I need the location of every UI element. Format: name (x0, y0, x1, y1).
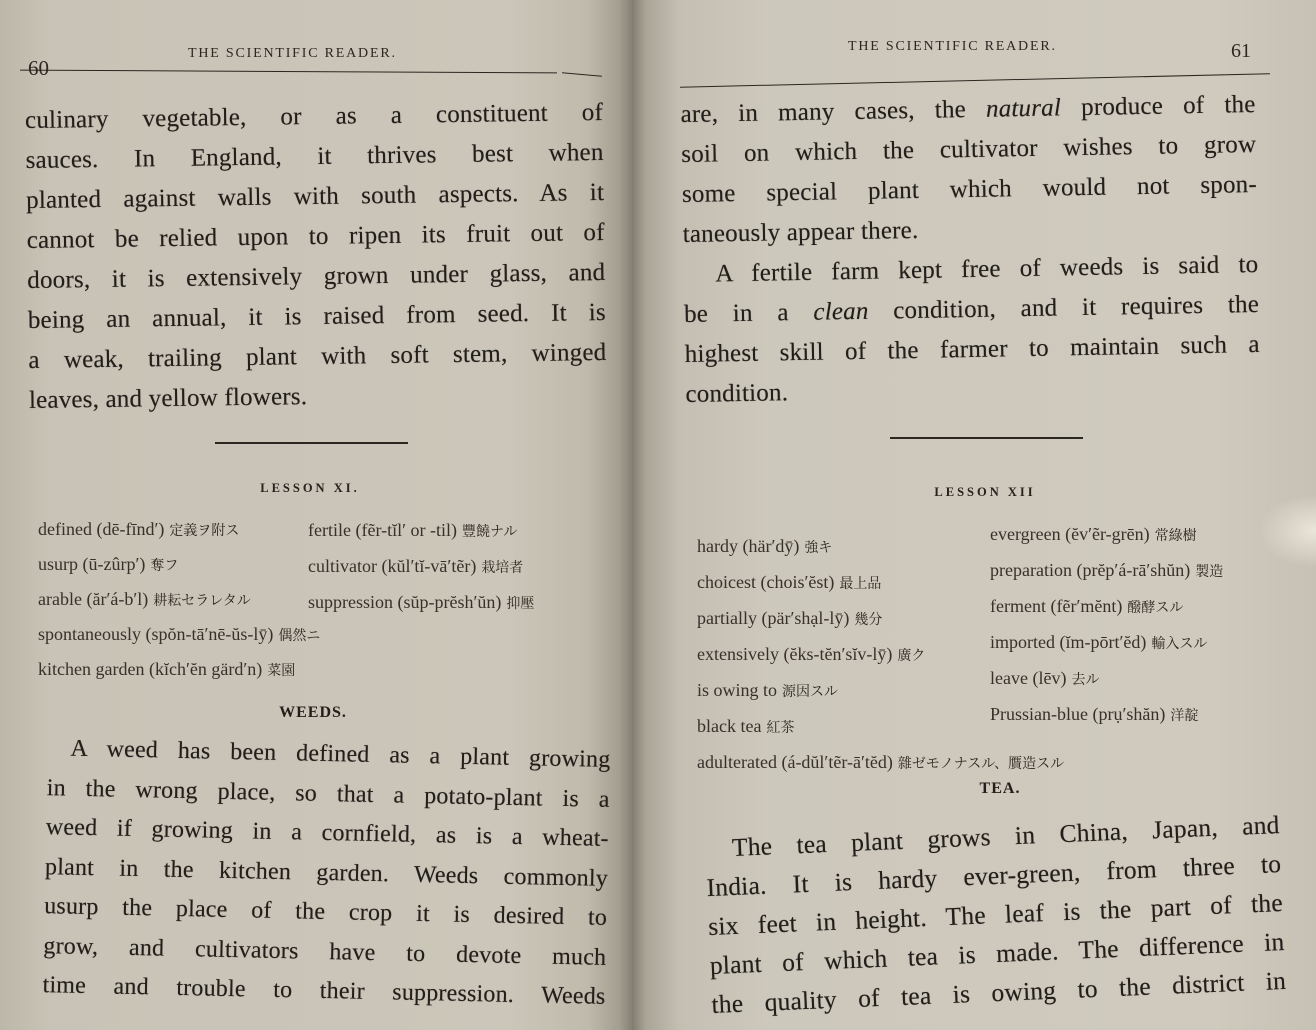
vocabulary-word: fertile (fẽr-tĭl′ or -til) (308, 520, 458, 540)
vocabulary-word: hardy (här′dȳ) (697, 536, 800, 556)
vocabulary-word: kitchen garden (kĭch′ĕn gärd′n) (38, 659, 263, 679)
vocabulary-word: is owing to (697, 680, 778, 700)
vocabulary-item (38, 653, 320, 688)
italic-word: natural (985, 94, 1062, 123)
text-line: leaves, and yellow flowers. (28, 383, 308, 415)
vocabulary-gloss: 抑壓 (506, 596, 535, 612)
vocabulary-column (308, 513, 534, 621)
vocabulary-gloss: 廣ク (897, 648, 926, 664)
vocabulary-item (990, 553, 1223, 589)
text-line: grow, and cultivators have to devote much (43, 932, 607, 971)
vocabulary-word: evergreen (ĕv′ẽr-grēn) (990, 524, 1150, 544)
vocabulary-item (990, 625, 1223, 661)
vocabulary-word: extensively (ĕks-tĕn′sĭv-lȳ) (697, 644, 893, 664)
vocabulary-gloss: 菜園 (267, 663, 296, 679)
vocabulary-gloss: 去ル (1071, 672, 1100, 688)
vocabulary-word: choicest (chois′ĕst) (697, 572, 835, 592)
text-line: cannot be relied upon to ripen its fruit out of (26, 218, 605, 255)
text-line: being an annual, it is raised from seed. It is (27, 298, 606, 335)
section-paragraph (704, 805, 1287, 1024)
text-line: taneously appear there. (682, 216, 919, 249)
section-heading: WEEDS. (279, 704, 347, 721)
text-line: a weak, trailing plant with soft stem, winged (28, 338, 607, 375)
vocabulary-gloss: 雜ゼモノナスル、贋造スル (897, 756, 1065, 772)
text-line: usurp the place of the crop it is desired to (43, 893, 608, 931)
text-line: condition. (685, 379, 789, 408)
text-line: doors, it is extensively grown under glass, and (27, 258, 606, 295)
vocabulary-gloss: 定義ヲ附ス (169, 523, 240, 539)
vocabulary-gloss: 紅茶 (766, 720, 795, 736)
vocabulary-word: spontaneously (spŏn-tā′nē-ŭs-lȳ) (38, 624, 274, 644)
vocabulary-item (990, 517, 1223, 553)
vocabulary-item (38, 548, 320, 583)
vocabulary-word: imported (ĭm-pōrt′ĕd) (990, 632, 1147, 652)
vocabulary-word: arable (ăr′á-b′l) (38, 589, 149, 609)
vocabulary-item (308, 549, 534, 585)
vocabulary-word: black tea (697, 716, 762, 736)
vocabulary-gloss: 洋靛 (1170, 708, 1199, 724)
vocabulary-item (990, 589, 1223, 625)
text-run: produce of the (1080, 91, 1256, 122)
vocabulary-item (38, 618, 320, 653)
vocabulary-word: leave (lēv) (990, 668, 1067, 688)
vocabulary-gloss: 豐饒ナル (462, 524, 518, 540)
text-line: soil on which the cultivator wishes to grow (681, 130, 1257, 169)
vocabulary-word: preparation (prĕp′á-rā′shŭn) (990, 560, 1191, 580)
running-head: THE SCIENTIFIC READER. (188, 46, 397, 61)
vocabulary-gloss: 幾分 (854, 612, 883, 628)
text-line: India. It is hardy ever-green, from three to (706, 849, 1282, 903)
section-paragraph (42, 729, 611, 1017)
section-divider (890, 437, 1083, 439)
right-page (632, 0, 1316, 1030)
continued-paragraph (680, 85, 1260, 415)
vocabulary-word: ferment (fẽr′mĕnt) (990, 596, 1123, 616)
page-number: 60 (28, 56, 49, 80)
vocabulary-word: partially (pär′shạl-lȳ) (697, 608, 850, 628)
text-line: plant of which tea is made. The difference in (709, 926, 1285, 980)
vocabulary-gloss: 栽培者 (481, 560, 524, 576)
text-line: highest skill of the farmer to maintain such a (684, 330, 1260, 369)
vocabulary-gloss: 醱酵スル (1127, 600, 1184, 616)
vocabulary-item (697, 745, 1064, 781)
text-line: A fertile farm kept free of weeds is said to (715, 250, 1259, 288)
vocabulary-gloss: 偶然ニ (278, 628, 321, 644)
text-line: the quality of tea is owing to the district in (710, 965, 1287, 1019)
text-line: The tea plant grows in China, Japan, and (731, 810, 1281, 862)
text-line: in the wrong place, so that a potato-plant is a (46, 774, 610, 813)
vocabulary-gloss: 輸入スル (1151, 636, 1208, 652)
text-line: six feet in height. The leaf is the part of the (707, 887, 1284, 942)
vocabulary-gloss: 常綠樹 (1154, 528, 1197, 544)
header-rule (562, 72, 602, 76)
vocabulary-gloss: 最上品 (839, 576, 882, 592)
text-line: weed if growing in a cornfield, as is a wheat- (45, 814, 610, 852)
text-line: A weed has been defined as a plant growing (70, 735, 611, 773)
vocabulary-item (990, 661, 1223, 697)
vocabulary-word: usurp (ū-zûrp′) (38, 554, 146, 574)
vocabulary-word: cultivator (kŭl′tĭ-vā′tẽr) (308, 556, 477, 576)
lesson-title: LESSON XII (934, 485, 1036, 499)
left-page (0, 0, 632, 1030)
continued-paragraph (25, 93, 607, 421)
italic-word: clean (813, 297, 869, 326)
vocabulary-item (308, 513, 534, 549)
header-rule (20, 70, 557, 74)
vocabulary-gloss: 奪フ (150, 558, 179, 574)
vocabulary-column (38, 513, 320, 688)
text-run: condition, and it requires the (893, 290, 1260, 325)
section-heading: TEA. (979, 780, 1021, 797)
vocabulary-gloss: 源因スル (782, 684, 839, 700)
vocabulary-item (38, 513, 320, 548)
vocabulary-word: adulterated (á-dŭl′tẽr-ā′tĕd) (697, 752, 893, 772)
text-run: are, in many cases, the (680, 96, 967, 129)
text-run: be in a (683, 299, 789, 329)
section-divider (215, 442, 408, 444)
text-line: planted against walls with south aspects. As it (25, 178, 605, 215)
vocabulary-column (990, 517, 1223, 733)
text-line: sauces. In England, it thrives best when (25, 138, 604, 175)
text-line: time and trouble to their suppression. Weeds (42, 972, 606, 1010)
lesson-title: LESSON XI. (260, 481, 360, 495)
vocabulary-gloss: 耕耘セラレタル (153, 593, 251, 609)
vocabulary-word: suppression (sŭp-prĕsh′ŭn) (308, 592, 502, 612)
vocabulary-item (990, 697, 1223, 733)
vocabulary-word: defined (dē-fīnd′) (38, 519, 165, 539)
running-head: THE SCIENTIFIC READER. (848, 39, 1057, 54)
vocabulary-word: Prussian-blue (prụ′shăn) (990, 704, 1166, 724)
vocabulary-item (38, 583, 320, 618)
paper-stain (1260, 495, 1316, 567)
vocabulary-gloss: 製造 (1195, 564, 1224, 580)
text-line: plant in the kitchen garden. Weeds commonly (44, 853, 609, 892)
vocabulary-gloss: 強キ (804, 540, 833, 556)
text-line: some special plant which would not spon- (681, 170, 1258, 209)
vocabulary-item (308, 585, 534, 621)
page-number: 61 (1231, 40, 1251, 62)
text-line: culinary vegetable, or as a constituent of (24, 98, 604, 135)
